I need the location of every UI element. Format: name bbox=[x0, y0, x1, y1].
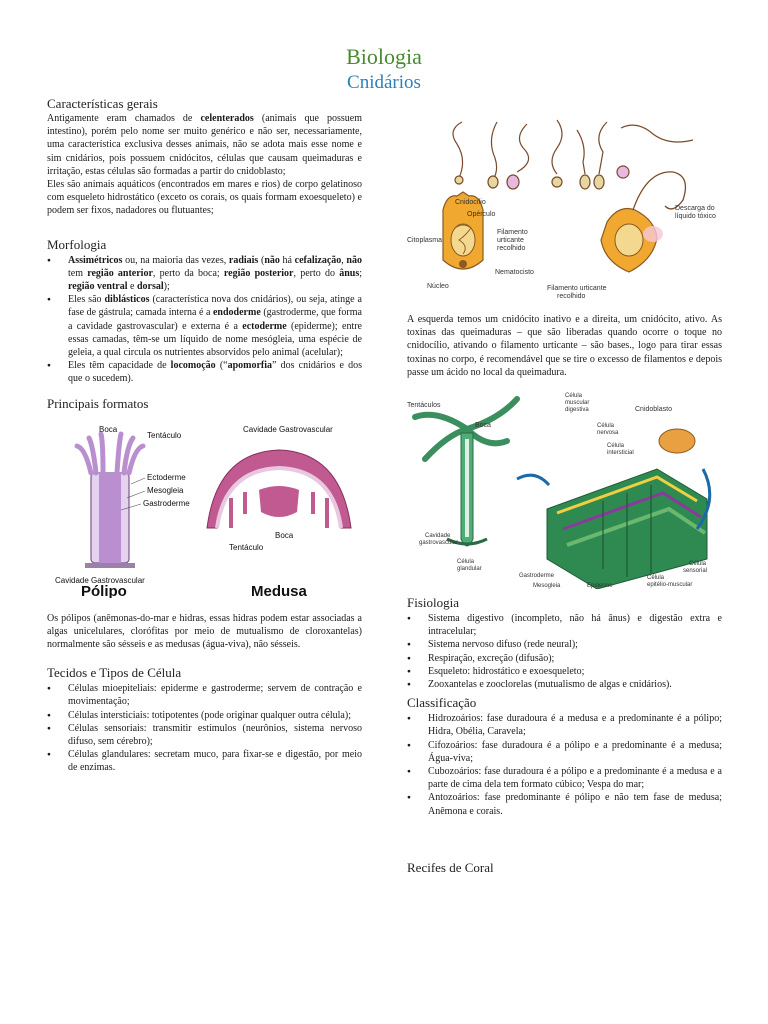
cnidocito-figure bbox=[407, 110, 722, 305]
text-run: há bbox=[279, 254, 295, 266]
text-run: ou, na maioria das vezes, bbox=[122, 254, 229, 266]
cnidocito-stages bbox=[453, 120, 693, 189]
label-musc-dig-c: digestiva bbox=[565, 407, 589, 414]
label-gastroderme: Gastroderme bbox=[143, 498, 190, 508]
fisiologia-item: ● Esqueleto: hidrostático e exoesqueleto; bbox=[407, 665, 722, 678]
caracteristicas-paragraph-1 bbox=[47, 112, 362, 178]
tecidos-item: ● Células intersticiais: totipotentes (pode originar qualquer outra célula); bbox=[47, 709, 362, 722]
polipo-diagram bbox=[55, 425, 190, 585]
cnidocito-ativo bbox=[601, 172, 685, 272]
label-nervosa-b: nervosa bbox=[597, 430, 619, 437]
fisiologia-item: ● Sistema digestivo (incompleto, não há ânus) e digestão extra e intracelular; bbox=[407, 612, 722, 638]
label-epitelio-b: epitélio-muscular bbox=[647, 582, 693, 589]
morfologia-heading: Morfologia bbox=[47, 236, 107, 252]
classificacao-item: ● Cubozoários: fase duradoura é a pólipo e a predominante é a medusa e a parte de cima dela tem formato cúbico; Vespa do mar; bbox=[407, 765, 722, 791]
label-epiderme-hidra: Epiderme bbox=[587, 583, 613, 590]
label-nucleo: Núcleo bbox=[427, 283, 449, 290]
text-run: Eles são bbox=[68, 294, 105, 306]
label-glandular-a: Célula bbox=[457, 559, 475, 566]
label-filamento-c: recolhido bbox=[497, 245, 526, 252]
medusa-diagram bbox=[207, 425, 351, 552]
bold-term: Assimétricos bbox=[68, 254, 123, 266]
label-tentaculo: Tentáculo bbox=[147, 430, 182, 440]
text-run: ” dos cnidários e dos que o sucedem). bbox=[68, 360, 362, 385]
label-ectoderme: Ectoderme bbox=[147, 472, 186, 482]
label-mesogleia-hidra: Mesogleia bbox=[533, 583, 561, 590]
bold-term: região anterior bbox=[87, 267, 153, 279]
classificacao-item: ● Antozoários: fase predominante é pólipo e não tem fase de medusa; Anêmona e corais. bbox=[407, 791, 722, 817]
label-boca-hidra: Boca bbox=[475, 422, 491, 430]
label-descarga-a: Descarga do bbox=[675, 205, 715, 212]
label-intersticial-a: Célula bbox=[607, 443, 625, 450]
hidra-tecidos-figure bbox=[407, 389, 722, 589]
text-run: (característica nova dos cnidários), ou seja, atinge a fase de gástrula; camada interna é a bbox=[68, 294, 362, 319]
text-run: Antigamente eram chamados de bbox=[47, 113, 201, 124]
hidra-diagram bbox=[415, 399, 517, 546]
label-citoplasma: Citoplasma bbox=[407, 237, 443, 244]
label-cnidoblasto: Cnidoblasto bbox=[635, 406, 672, 414]
label-polipo: Pólipo bbox=[81, 582, 127, 598]
label-filamento-a: Filamento bbox=[497, 229, 528, 236]
text-run: e bbox=[127, 281, 137, 293]
right-column bbox=[407, 110, 722, 876]
text-run: (animais que possuem intestino), porém pelo nome ser muito genérico e não ser, necessariamente, uma característica exclusiva desses animais, não se adota mais esse nome e sim cnidários, pois possuem cnidócitos, células que causam queimaduras e irritação, estas células são formadas a partir do cnidoblasto; bbox=[47, 113, 362, 177]
fisiologia-heading: Fisiologia bbox=[407, 595, 460, 611]
left-column bbox=[47, 96, 362, 775]
label-intersticial-b: intersticial bbox=[607, 450, 634, 457]
formatos-heading: Principais formatos bbox=[47, 395, 149, 411]
fisiologia-item: ● Respiração, excreção (difusão); bbox=[407, 652, 722, 665]
label-boca: Boca bbox=[99, 424, 118, 434]
fisiologia-item: ● Sistema nervoso difuso (rede neural); bbox=[407, 638, 722, 651]
morfologia-list bbox=[47, 254, 362, 386]
bold-term: não bbox=[346, 254, 362, 266]
caracteristicas-heading: Características gerais bbox=[47, 96, 158, 111]
tecidos-item: ● Células glandulares: secretam muco, para fixar-se e digestão, por meio de enzimas. bbox=[47, 748, 362, 774]
polipo-medusa-figure bbox=[47, 418, 362, 598]
label-fil2-a: Filamento urticante bbox=[547, 285, 607, 292]
page-title: Biologia bbox=[346, 44, 422, 69]
text-run: tem bbox=[68, 267, 88, 279]
label-musc-dig-b: muscular bbox=[565, 400, 590, 407]
label-boca-medusa: Boca bbox=[275, 530, 294, 540]
text-run: ); bbox=[163, 281, 170, 293]
text-run: (epiderme); entre essas camadas, têm-se um líquido de nome mesógleia, uma espécie de geleia, a qual circula os nutrientes absorvidos pelo animal (acelular); bbox=[68, 320, 362, 359]
tecidos-heading: Tecidos e Tipos de Célula bbox=[47, 665, 182, 681]
label-cavidade-a: Cavidade bbox=[425, 533, 451, 540]
label-tentaculo-medusa: Tentáculo bbox=[229, 542, 264, 552]
label-gastroderme-hidra: Gastroderme bbox=[519, 573, 555, 580]
text-run: , perto da boca; bbox=[152, 267, 224, 279]
bold-term: apomorfia bbox=[227, 360, 273, 372]
formatos-paragraph: Os pólipos (anêmonas-do-mar e hidras, essas hidras podem estar associadas a algas unicelulares, clorófitas por meio de mutualismo de cloroxantelas) normalmente são sésseis e as medusas (água-viva), não sésseis. bbox=[47, 612, 362, 651]
label-sensorial-b: sensorial bbox=[683, 568, 708, 575]
label-glandular-b: glandular bbox=[457, 566, 482, 573]
label-musc-dig-a: Célula bbox=[565, 393, 583, 400]
text-run: , perto do bbox=[293, 267, 340, 279]
tecidos-list bbox=[47, 682, 362, 774]
label-nervosa-a: Célula bbox=[597, 423, 615, 430]
caracteristicas-paragraph-2: Eles são animais aquáticos (encontrados em mares e rios) de corpo gelatinoso com esqueleto hidrostático (exceto os corais, os quais formam exoesqueleto) e podem ser fixos, nadadores ou flutuantes; bbox=[47, 179, 362, 217]
bold-term: região ventral bbox=[68, 281, 128, 293]
label-nematocisto: Nematocisto bbox=[495, 269, 534, 276]
classificacao-list bbox=[407, 712, 722, 818]
label-filamento-b: urticante bbox=[497, 237, 524, 244]
bold-term: cefalização bbox=[294, 254, 342, 266]
text-run: (gastroderme, que forma a cavidade gastrovascular) e externa é a bbox=[68, 307, 362, 332]
bold-term: radiais bbox=[228, 254, 259, 266]
label-operculo: Opérculo bbox=[467, 211, 496, 218]
tecidos-item: ● Células sensoriais: transmitir estímulos (neurônios, sistema nervoso difuso, sem cérebro); bbox=[47, 722, 362, 748]
text-run: ( bbox=[258, 254, 265, 266]
bold-term: celenterados bbox=[200, 113, 254, 124]
bold-term: ânus bbox=[339, 267, 360, 279]
label-descarga-b: líquido tóxico bbox=[675, 213, 716, 220]
bold-term: locomoção bbox=[170, 360, 216, 372]
label-cavidade: Cavidade Gastrovascular bbox=[55, 575, 145, 585]
classificacao-heading: Classificação bbox=[407, 695, 477, 711]
label-fil2-b: recolhido bbox=[557, 293, 586, 300]
bold-term: não bbox=[264, 254, 280, 266]
bold-term: dorsal bbox=[136, 281, 164, 293]
morfologia-item bbox=[47, 359, 362, 385]
label-tentaculos: Tentáculos bbox=[407, 402, 441, 410]
label-medusa: Medusa bbox=[251, 582, 307, 598]
label-cavidade-b: gastrovascular bbox=[419, 540, 459, 547]
bold-term: ectoderme bbox=[242, 320, 287, 332]
morfologia-item bbox=[47, 254, 362, 294]
fisiologia-item: ● Zooxantelas e zooclorelas (mutualismo de algas e cnidários). bbox=[407, 678, 722, 691]
bold-term: endoderme bbox=[212, 307, 261, 319]
bold-term: diblásticos bbox=[104, 294, 150, 306]
label-cavidade-top: Cavidade Gastrovascular bbox=[243, 424, 333, 434]
morfologia-item bbox=[47, 293, 362, 359]
label-mesogleia: Mesogleia bbox=[147, 485, 184, 495]
label-sensorial-a: Célula bbox=[689, 561, 707, 568]
page-subtitle: Cnidários bbox=[347, 72, 421, 93]
text-run: , bbox=[341, 254, 347, 266]
fisiologia-list bbox=[407, 612, 722, 691]
tecidos-item: ● Células mioepiteliais: epiderme e gastroderme; servem de contração e movimentação; bbox=[47, 682, 362, 708]
classificacao-item: ● Hidrozoários: fase duradoura é a medusa e a predominante é a pólipo; Hidra, Obélia, Caravela; bbox=[407, 712, 722, 738]
label-cnidocilio: Cnidocílio bbox=[455, 199, 486, 206]
recifes-heading: Recifes de Coral bbox=[407, 859, 494, 875]
cnidocito-paragraph: A esquerda temos um cnidócito inativo e a direita, um cnidócito, ativo. As toxinas das queimaduras – que são liberadas quando ocorre o toque no cnidocílio, ativando o filamento urticante – são bases., logo para tirar essas toxinas no corpo, é recomendável que se tire o excesso de filamentos e depois passe um ácido no local da queimadura. bbox=[407, 314, 722, 378]
bold-term: região posterior bbox=[223, 267, 294, 279]
text-run: Eles têm capacidade de bbox=[68, 360, 171, 372]
text-run: ; bbox=[359, 267, 362, 279]
text-run: (“ bbox=[215, 360, 228, 372]
classificacao-item: ● Cifozoários: fase duradoura é a pólipo e a predominante é a medusa; Água-viva; bbox=[407, 739, 722, 765]
label-epitelio-a: Célula bbox=[647, 575, 665, 582]
